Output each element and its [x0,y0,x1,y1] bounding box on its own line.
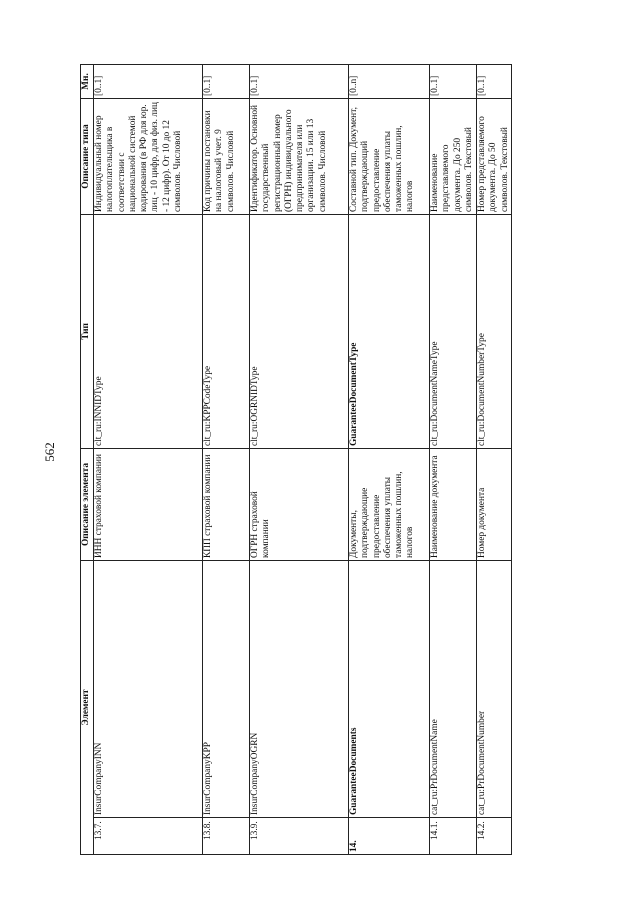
row-element: cat_ru:PrDocumentNumber [477,561,512,818]
row-number: 13.9. [250,818,349,855]
header-element: Элемент [81,561,94,855]
row-type: clt_ru:INNIDType [94,215,203,449]
row-description: Номер документа [477,449,512,561]
row-type: clt_ru:DocumentNumberType [477,215,512,449]
row-description: Документы, подтверждающие предоставление обеспечения уплаты таможенных пошлин, налогов [349,449,430,561]
header-type-description: Описание типа [81,99,94,215]
row-multiplicity: [0..1] [430,65,477,99]
table-row [349,65,430,855]
row-multiplicity: [0..1] [250,65,349,99]
header-type: Тип [81,215,94,449]
row-type: clt_ru:DocumentNameType [430,215,477,449]
row-type: clt_ru:OGRNIDType [250,215,349,449]
rotated-table-wrapper [80,65,510,855]
page-number: 562 [42,442,57,462]
row-number: 13.8. [203,818,250,855]
table-row [477,65,512,855]
row-element: InsurCompanyOGRN [250,561,349,818]
row-type: GuaranteeDocumentType [349,215,430,449]
row-type-description: Идентификатор. Основной государственный регистрационный номер (ОГРН) индивидуального предпринимателя или организации. 15 или 13 символов. Числовой [250,99,349,215]
row-description: ОГРН страховой компании [250,449,349,561]
row-type-description: Наименование представляемого документа. До 250 символов. Текстовый [430,99,477,215]
row-element: InsurCompanyKPP [203,561,250,818]
row-multiplicity: [0..1] [477,65,512,99]
row-element: GuaranteeDocuments [349,561,430,818]
elements-table [80,64,512,855]
row-type-description: Индивидуальный номер налогоплательщика в соответствии с национальной системой кодирования (в РФ для юр. лиц - 10 цифр, для физ. лиц - 12 цифр). От 10 до 12 символов. Числовой [94,99,203,215]
row-description: КПП страховой компании [203,449,250,561]
table-row [430,65,477,855]
row-description: ИНН страховой компании [94,449,203,561]
table-row [250,65,349,855]
row-number: 14.1. [430,818,477,855]
table-header-row [81,65,94,855]
row-number: 14. [349,818,430,855]
table-row [94,65,203,855]
row-multiplicity: [0..n] [349,65,430,99]
row-type-description: Код причины постановки на налоговый учет. 9 символов. Числовой [203,99,250,215]
row-multiplicity: [0..1] [94,65,203,99]
row-description: Наименование документа [430,449,477,561]
row-type-description: Составной тип. Документ, подтверждающий предоставление обеспечения уплаты таможенных пошлин, налогов [349,99,430,215]
row-multiplicity: [0..1] [203,65,250,99]
row-type: clt_ru:KPPCodeType [203,215,250,449]
table-row [203,65,250,855]
row-element: InsurCompanyINN [94,561,203,818]
header-multiplicity: Мн. [81,65,94,99]
row-number: 14.2. [477,818,512,855]
row-number: 13.7. [94,818,203,855]
header-element-description: Описание элемента [81,449,94,561]
row-element: cat_ru:PrDocumentName [430,561,477,818]
row-type-description: Номер представляемого документа. До 50 символов. Текстовый [477,99,512,215]
